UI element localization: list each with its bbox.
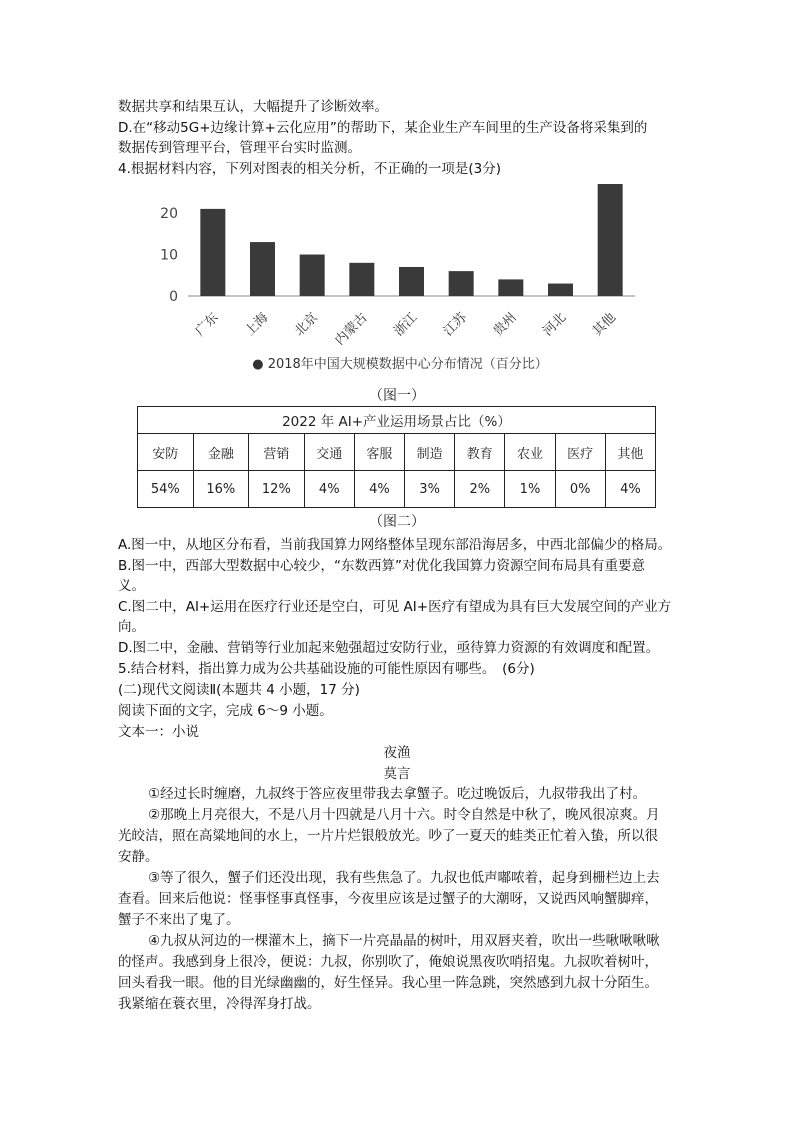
table-value-cell: 2%: [455, 471, 505, 508]
chart-title: ● 2018年中国大规模数据中心分布情况（百分比）: [252, 357, 548, 372]
question-5: 5.结合材料，指出算力成为公共基础设施的可能性原因有哪些。 (6分): [118, 661, 535, 677]
x-tick-label: 内蒙古: [332, 310, 371, 349]
story-title: 夜渔: [383, 745, 411, 761]
option-d: D.图二中，金融、营销等行业加起来勉强超过安防行业，亟待算力资源的有效调度和配置。: [118, 640, 660, 656]
x-tick-label: 北京: [291, 310, 321, 340]
x-tick-label: 贵州: [490, 310, 520, 340]
ai-usage-table: [137, 406, 656, 508]
story-line: 回头看我一眼。他的目光绿幽幽的，好生怪异。我心里一阵急跳，突然感到九叔十分陌生。: [118, 975, 658, 991]
chart-bar: [300, 255, 325, 296]
figure1-caption: （图一）: [369, 388, 425, 404]
y-tick-label: 0: [169, 289, 178, 305]
table-value-cell: 0%: [555, 471, 605, 508]
x-tick-label: 江苏: [440, 310, 470, 340]
option-c: C.图二中，AI+运用在医疗行业还是空白，可见 AI+医疗有望成为具有巨大发展空间的产业方: [118, 599, 672, 615]
table-value-cell: 4%: [605, 471, 655, 508]
table-header-cell: 医疗: [555, 434, 605, 471]
option-b-cont: 义。: [118, 578, 145, 594]
chart-bar: [349, 263, 374, 296]
chart-bar: [548, 284, 573, 296]
x-tick-label: 浙江: [391, 310, 421, 340]
table-value-cell: 3%: [405, 471, 455, 508]
text-line: 数据传到管理平台，管理平台实时监测。: [118, 140, 361, 156]
table-value-cell: 54%: [138, 471, 194, 508]
option-b: B.图一中，西部大型数据中心较少，“东数西算”对优化我国算力资源空间布局具有重要意: [118, 558, 646, 574]
x-tick-label: 广东: [192, 310, 222, 340]
table-value-cell: 4%: [354, 471, 404, 508]
table-header-cell: 金融: [193, 434, 249, 471]
table-value-cell: 4%: [304, 471, 354, 508]
table-value-cell: 12%: [249, 471, 305, 508]
text-label: 文本一：小说: [118, 724, 199, 740]
option-c-cont: 向。: [118, 619, 145, 635]
y-tick-label: 10: [160, 247, 178, 264]
chart-bar: [250, 242, 275, 296]
figure2-caption: （图二）: [369, 514, 425, 530]
chart-bar: [449, 271, 474, 296]
instruction: 阅读下面的文字，完成 6～9 小题。: [118, 703, 333, 719]
chart-bar: [598, 184, 623, 296]
x-tick-label: 其他: [589, 310, 619, 340]
y-tick-label: 20: [160, 206, 178, 223]
story-line: 的怪声。我感到身上很冷，便说：九叔，你别吹了，俺娘说黑夜吹哨招鬼。九叔吹着树叶，: [118, 954, 658, 970]
story-line: ③等了很久，蟹子们还没出现，我有些焦急了。九叔也低声嘟哝着，起身到栅栏边上去: [148, 870, 660, 886]
x-tick-label: 河北: [540, 310, 570, 340]
option-d-prev-q: D.在“移动5G+边缘计算+云化应用”的帮助下，某企业生产车间里的生产设备将采集到的: [118, 120, 648, 136]
table-header-cell: 交通: [304, 434, 354, 471]
story-line: 安静。: [118, 849, 159, 865]
chart-bar: [200, 209, 225, 296]
table-header-cell: 客服: [354, 434, 404, 471]
question-4: 4.根据材料内容，下列对图表的相关分析，不正确的一项是(3分): [118, 161, 502, 177]
chart-bar: [498, 279, 523, 296]
option-a: A.图一中，从地区分布看，当前我国算力网络整体呈现东部沿海居多，中西北部偏少的格局。: [118, 537, 672, 553]
text-line: 数据共享和结果互认，大幅提升了诊断效率。: [118, 99, 388, 115]
table-title: 2022 年 AI+产业运用场景占比（%）: [138, 407, 656, 434]
table-header-cell: 营销: [249, 434, 305, 471]
table-header-cell: 教育: [455, 434, 505, 471]
chart-bar: [399, 267, 424, 296]
story-line: 我紧缩在蓑衣里，冷得浑身打战。: [118, 996, 321, 1012]
story-line: 光皎洁，照在高粱地间的水上，一片片烂银般放光。吵了一夏天的蛙类正忙着入蛰，所以很: [118, 828, 658, 844]
bar-chart-figure1: [150, 176, 650, 386]
section-heading: (二)现代文阅读Ⅱ(本题共 4 小题，17 分): [118, 682, 360, 698]
story-line: ②那晚上月亮很大，不是八月十四就是八月十六。时令自然是中秋了，晚风很凉爽。月: [148, 807, 660, 823]
story-line: 查看。回来后他说：怪事怪事真怪事，今夜里应该是过蟹子的大潮呀，又说西风响蟹脚痒，: [118, 891, 658, 907]
story-line: ①经过长时缠磨，九叔终于答应夜里带我去拿蟹子。吃过晚饭后，九叔带我出了村。: [148, 786, 647, 802]
x-tick-label: 上海: [242, 310, 272, 340]
story-author: 莫言: [383, 766, 411, 782]
table-header-cell: 其他: [605, 434, 655, 471]
table-header-cell: 安防: [138, 434, 194, 471]
table-header-cell: 制造: [405, 434, 455, 471]
story-line: 蟹子不来出了鬼了。: [118, 912, 240, 928]
table-value-cell: 1%: [505, 471, 555, 508]
table-header-cell: 农业: [505, 434, 555, 471]
story-line: ④九叔从河边的一棵灌木上，摘下一片亮晶晶的树叶，用双唇夹着，吹出一些啾啾啾啾: [148, 933, 660, 949]
table-value-cell: 16%: [193, 471, 249, 508]
